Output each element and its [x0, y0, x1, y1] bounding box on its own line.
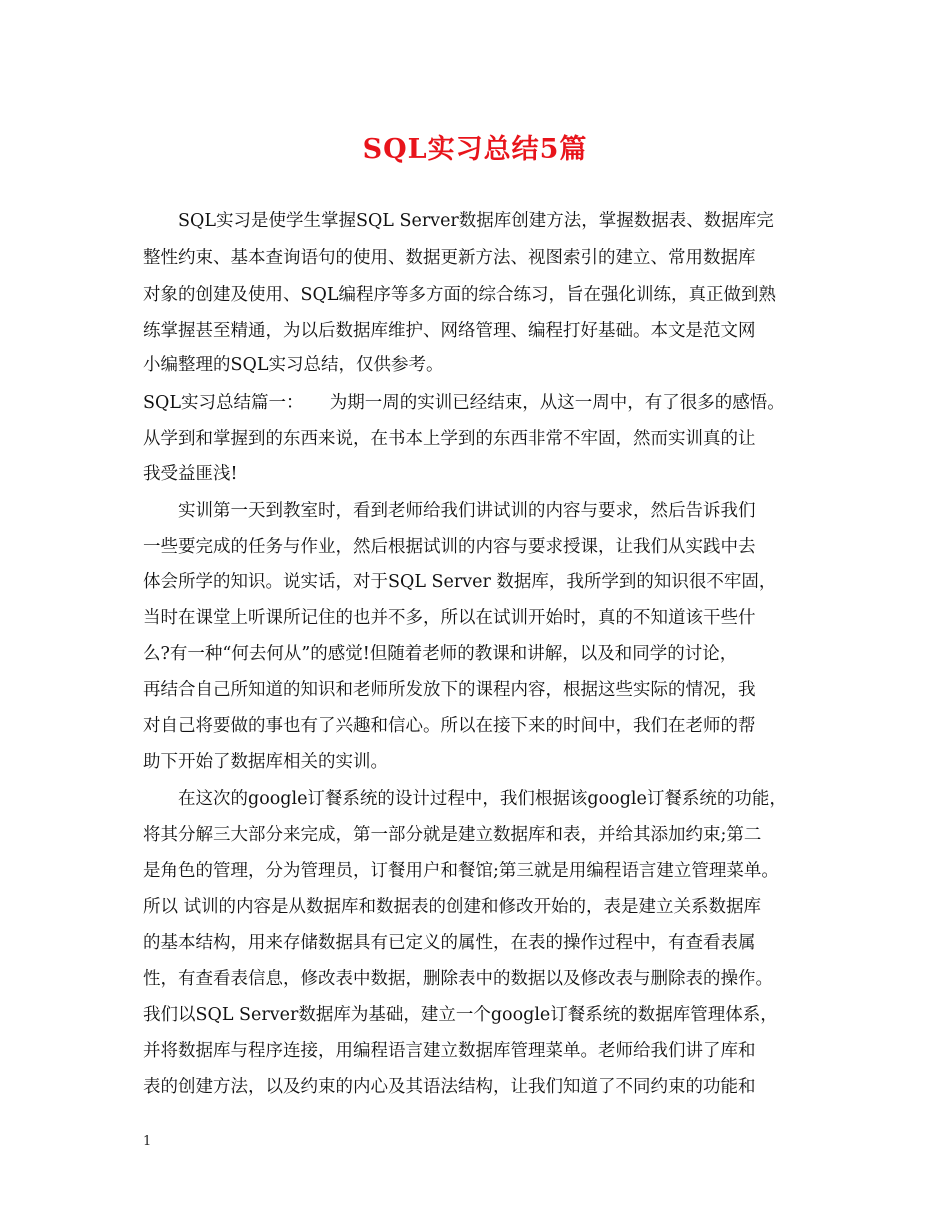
body-line: 小编整理的SQL实习总结，仅供参考。: [143, 355, 444, 375]
body-line: 是角色的管理，分为管理员，订餐用户和餐馆;第三就是用编程语言建立管理菜单。: [143, 861, 779, 881]
body-line: 整性约束、基本查询语句的使用、数据更新方法、视图索引的建立、常用数据库: [143, 248, 756, 268]
body-line: 练掌握甚至精通，为以后数据库维护、网络管理、编程打好基础。本文是范文网: [143, 321, 756, 341]
body-line: 对象的创建及使用、SQL编程序等多方面的综合练习，旨在强化训练，真正做到熟: [143, 285, 776, 305]
body-line: 并将数据库与程序连接，用编程语言建立数据库管理菜单。老师给我们讲了库和: [143, 1041, 756, 1061]
body-line: 我们以SQL Server数据库为基础，建立一个google订餐系统的数据库管理体系，: [143, 1005, 778, 1025]
body-line: 助下开始了数据库相关的实训。: [143, 752, 388, 772]
body-line: 性，有查看表信息，修改表中数据，删除表中的数据以及修改表与删除表的操作。: [143, 969, 773, 989]
document-title: SQL实习总结5篇: [362, 134, 588, 165]
body-line: 在这次的google订餐系统的设计过程中，我们根据该google订餐系统的功能，: [143, 789, 787, 809]
body-line: SQL实习总结篇一： 为期一周的实训已经结束，从这一周中，有了很多的感悟。: [143, 393, 785, 413]
body-line: 体会所学的知识。说实话，对于SQL Server 数据库，我所学到的知识很不牢固，: [143, 572, 777, 592]
body-line: SQL实习是使学生掌握SQL Server数据库创建方法，掌握数据表、数据库完: [143, 211, 774, 231]
body-line: 表的创建方法，以及约束的内心及其语法结构，让我们知道了不同约束的功能和: [143, 1077, 756, 1097]
body-line: 我受益匪浅!: [143, 464, 238, 484]
body-line: 再结合自己所知道的知识和老师所发放下的课程内容，根据这些实际的情况，我: [143, 680, 756, 700]
page-number: 1: [143, 1134, 152, 1149]
body-line: 将其分解三大部分来完成，第一部分就是建立数据库和表，并给其添加约束;第二: [143, 825, 762, 845]
body-line: 一些要完成的任务与作业，然后根据试训的内容与要求授课，让我们从实践中去: [143, 537, 756, 557]
body-line: 对自己将要做的事也有了兴趣和信心。所以在接下来的时间中，我们在老师的帮: [143, 716, 756, 736]
body-line: 实训第一天到教室时，看到老师给我们讲试训的内容与要求，然后告诉我们: [143, 501, 756, 521]
body-line: 么?有一种“何去何从”的感觉!但随着老师的教课和讲解，以及和同学的讨论，: [143, 644, 738, 664]
body-line: 当时在课堂上听课所记住的也并不多，所以在试训开始时，真的不知道该干些什: [143, 608, 756, 628]
body-line: 的基本结构，用来存储数据具有已定义的属性，在表的操作过程中，有查看表属: [143, 933, 756, 953]
body-line: 从学到和掌握到的东西来说，在书本上学到的东西非常不牢固，然而实训真的让: [143, 429, 756, 449]
body-line: 所以 试训的内容是从数据库和数据表的创建和修改开始的，表是建立关系数据库: [143, 897, 762, 917]
